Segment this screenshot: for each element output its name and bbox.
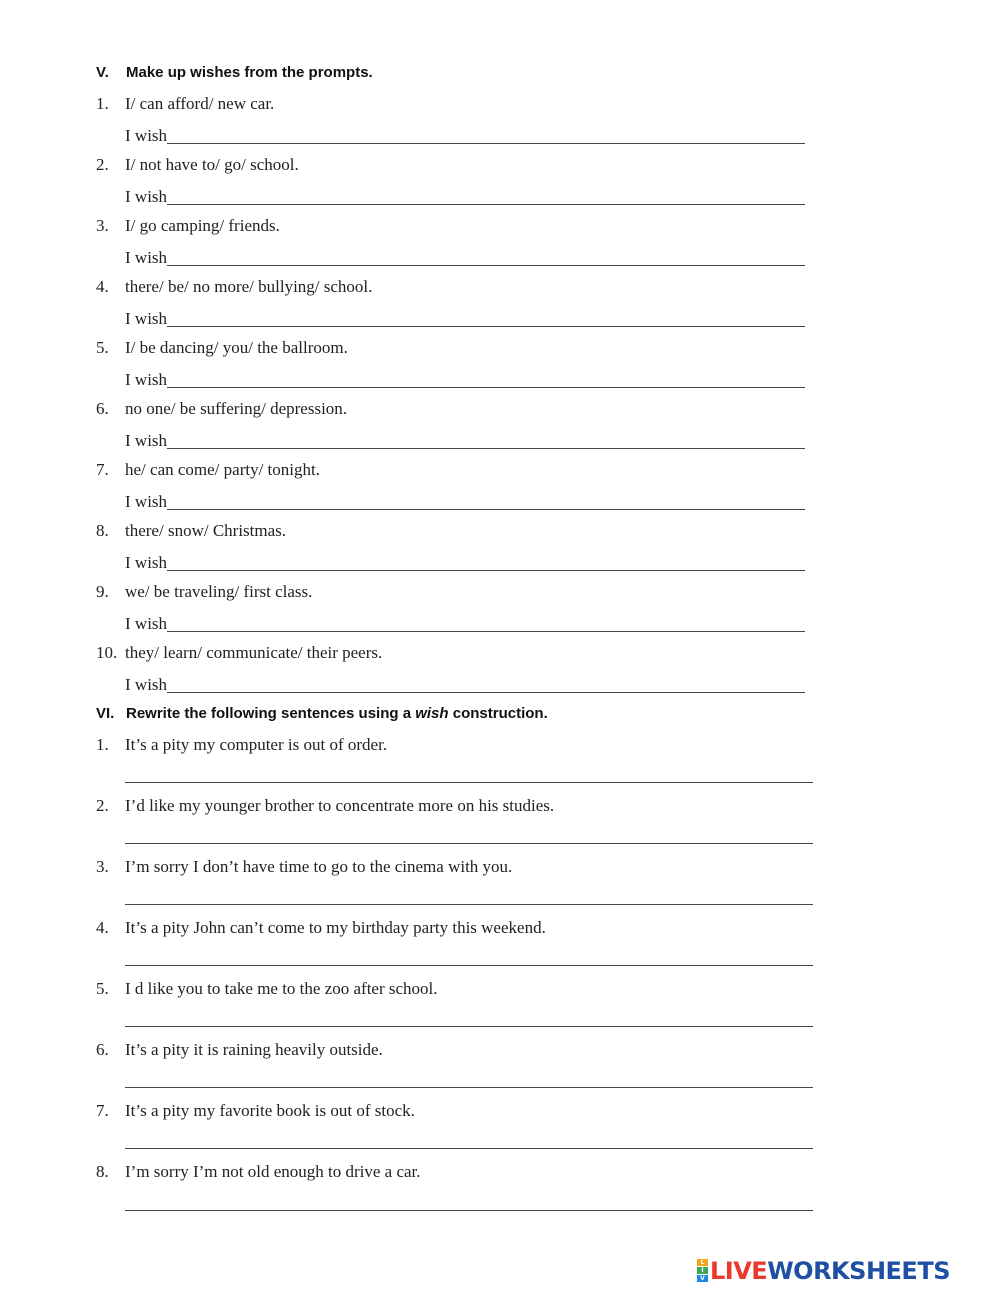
section-vi-title-emphasis: wish [415,705,449,722]
logo-block: V [697,1275,708,1282]
sentence-item [96,1101,415,1121]
sentence-item [96,1162,421,1182]
wish-label: I wish [125,492,168,511]
item-number: 3. [96,857,109,876]
sentence-text: I d like you to take me to the zoo after school. [125,979,438,998]
wish-answer-row[interactable] [125,553,805,571]
prompt-item [96,94,274,114]
wish-answer-row[interactable] [125,431,805,449]
sentence-text: It’s a pity John can’t come to my birthday party this weekend. [125,918,546,937]
sentence-item [96,918,546,938]
wish-answer-row[interactable] [125,187,805,205]
wish-label: I wish [125,614,168,633]
section-v-heading [96,64,373,81]
prompt-item [96,399,347,419]
item-number: 7. [96,460,109,479]
wish-answer-row[interactable] [125,126,805,144]
wish-label: I wish [125,675,168,694]
wish-label: I wish [125,248,168,267]
answer-blank[interactable] [167,248,805,266]
prompt-text: there/ be/ no more/ bullying/ school. [125,277,373,296]
answer-blank[interactable] [167,370,805,388]
section-vi-title: Rewrite the following sentences using a [126,705,416,722]
answer-blank[interactable] [167,309,805,327]
section-vi-heading [96,705,548,722]
logo-text [710,1258,950,1284]
liveworksheets-logo [697,1258,950,1284]
prompt-item [96,338,348,358]
section-vi-title-end: construction. [448,705,548,722]
prompt-text: I/ be dancing/ you/ the ballroom. [125,338,348,357]
sentence-text: It’s a pity it is raining heavily outside. [125,1040,383,1059]
answer-line[interactable] [125,1210,813,1211]
item-number: 1. [96,94,109,113]
answer-line[interactable] [125,904,813,905]
logo-block: L [697,1259,708,1266]
sentence-text: I’d like my younger brother to concentrate more on his studies. [125,796,555,815]
prompt-item [96,521,286,541]
item-number: 7. [96,1101,109,1120]
answer-blank[interactable] [167,187,805,205]
item-number: 8. [96,521,109,540]
wish-label: I wish [125,370,168,389]
sentence-text: It’s a pity my computer is out of order. [125,735,388,754]
item-number: 2. [96,155,109,174]
wish-answer-row[interactable] [125,248,805,266]
section-vi-number: VI. [96,705,115,722]
logo-block: I [697,1267,708,1274]
wish-label: I wish [125,126,168,145]
answer-line[interactable] [125,965,813,966]
prompt-item [96,155,299,175]
prompt-text: we/ be traveling/ first class. [125,582,313,601]
wish-answer-row[interactable] [125,492,805,510]
item-number: 10. [96,643,118,662]
prompt-text: I/ not have to/ go/ school. [125,155,299,174]
answer-line[interactable] [125,1026,813,1027]
prompt-item [96,582,312,602]
answer-line[interactable] [125,1148,813,1149]
answer-blank[interactable] [167,614,805,632]
wish-answer-row[interactable] [125,675,805,693]
wish-answer-row[interactable] [125,370,805,388]
item-number: 3. [96,216,109,235]
answer-line[interactable] [125,1087,813,1088]
item-number: 4. [96,918,109,937]
prompt-item [96,643,382,663]
logo-worksheets: WORKSHEETS [767,1257,950,1285]
prompt-item [96,277,372,297]
sentence-item [96,857,512,877]
sentence-item [96,735,387,755]
wish-label: I wish [125,187,168,206]
prompt-text: I/ go camping/ friends. [125,216,280,235]
logo-live: LIVE [710,1257,768,1285]
answer-blank[interactable] [167,675,805,693]
sentence-text: I’m sorry I’m not old enough to drive a car. [125,1162,421,1181]
item-number: 5. [96,338,109,357]
prompt-text: I/ can afford/ new car. [125,94,275,113]
prompt-text: they/ learn/ communicate/ their peers. [125,643,383,662]
sentence-text: I’m sorry I don’t have time to go to the cinema with you. [125,857,513,876]
prompt-item [96,216,280,236]
prompt-text: no one/ be suffering/ depression. [125,399,348,418]
sentence-item [96,979,438,999]
item-number: 1. [96,735,109,754]
logo-blocks-icon [697,1259,708,1283]
answer-blank[interactable] [167,431,805,449]
answer-line[interactable] [125,843,813,844]
item-number: 9. [96,582,109,601]
item-number: 6. [96,1040,109,1059]
item-number: 6. [96,399,109,418]
sentence-item [96,796,554,816]
wish-label: I wish [125,431,168,450]
prompt-text: he/ can come/ party/ tonight. [125,460,320,479]
wish-label: I wish [125,309,168,328]
item-number: 8. [96,1162,109,1181]
answer-line[interactable] [125,782,813,783]
sentence-text: It’s a pity my favorite book is out of stock. [125,1101,415,1120]
answer-blank[interactable] [167,126,805,144]
prompt-item [96,460,320,480]
wish-answer-row[interactable] [125,309,805,327]
answer-blank[interactable] [167,553,805,571]
answer-blank[interactable] [167,492,805,510]
wish-answer-row[interactable] [125,614,805,632]
wish-label: I wish [125,553,168,572]
sentence-item [96,1040,383,1060]
item-number: 2. [96,796,109,815]
section-v-title: Make up wishes from the prompts. [126,64,373,81]
section-v-number: V. [96,64,109,81]
item-number: 5. [96,979,109,998]
prompt-text: there/ snow/ Christmas. [125,521,287,540]
item-number: 4. [96,277,109,296]
